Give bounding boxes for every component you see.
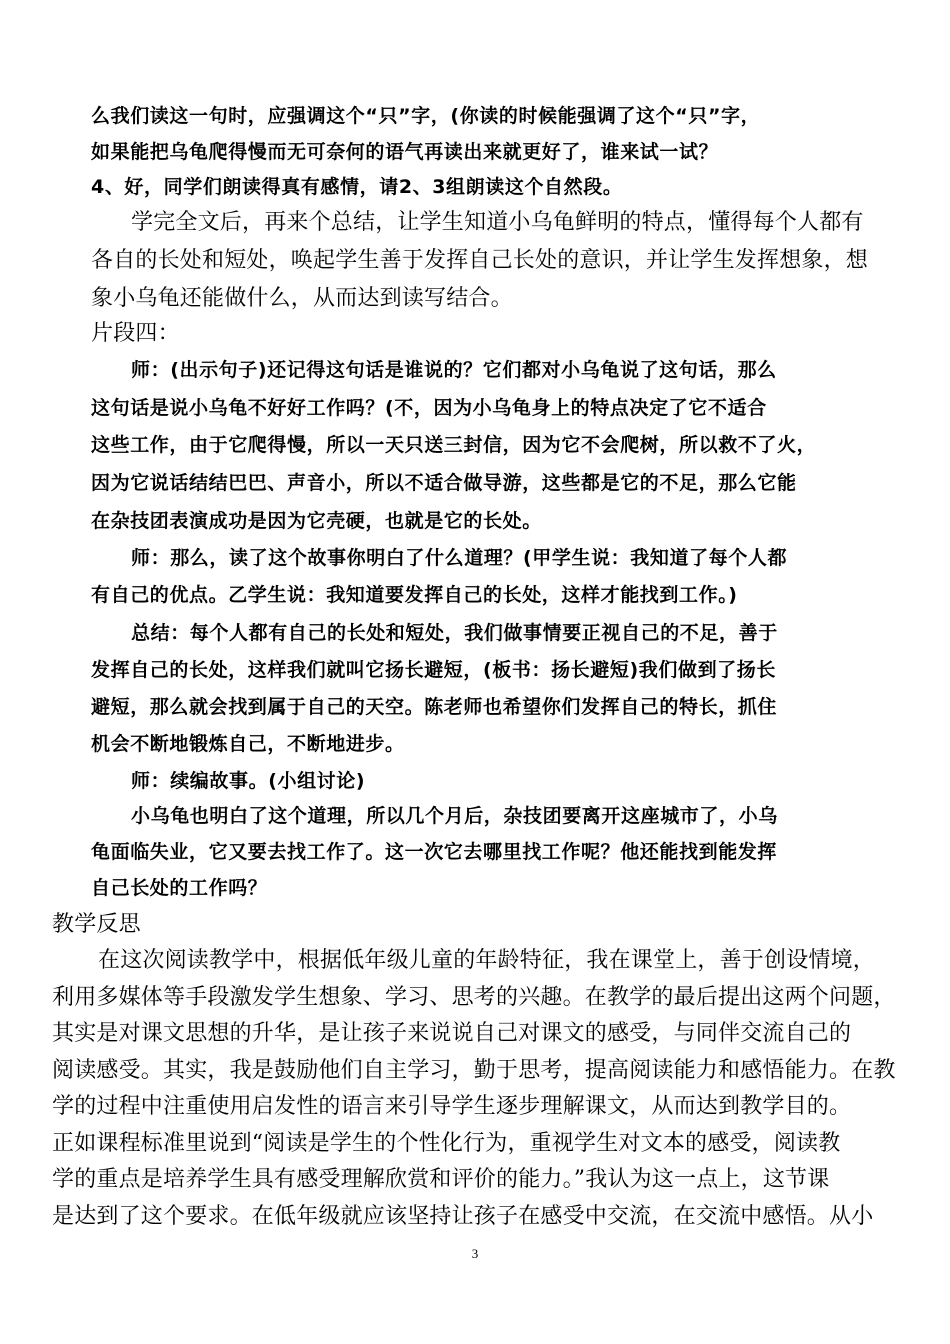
text-line: 利用多媒体等手段激发学生想象、学习、思考的兴趣。在教学的最后提出这两个问题， (52, 985, 896, 1010)
text-line: 学完全文后，再来个总结，让学生知道小乌龟鲜明的特点，懂得每个人都有 (131, 210, 864, 235)
text-line: 阅读感受。其实，我是鼓励他们自主学习，勤于思考，提高阅读能力和感悟能力。在教 (52, 1058, 896, 1083)
section-heading: 片段四： (91, 321, 180, 346)
text-line: 师：续编故事。(小组讨论) (131, 770, 366, 792)
text-line: 学的过程中注重使用启发性的语言来引导学生逐步理解课文，从而达到教学目的。 (52, 1094, 852, 1119)
text-line: 师：那么，读了这个故事你明白了什么道理？(甲学生说：我知道了每个人都 (131, 547, 788, 569)
section-heading: 教学反思 (52, 912, 141, 937)
text-line: 其实是对课文思想的升华，是让孩子来说说自己对课文的感受，与同伴交流自己的 (52, 1021, 852, 1046)
text-line: 在这次阅读教学中，根据低年级儿童的年龄特征，我在课堂上，善于创设情境， (98, 948, 876, 973)
text-line: 各自的长处和短处，唤起学生善于发挥自己长处的意识，并让学生发挥想象，想 (91, 248, 869, 273)
text-line: 自己长处的工作吗？ (91, 877, 268, 899)
text-line: 如果能把乌龟爬得慢而无可奈何的语气再读出来就更好了，谁来试一试？ (91, 141, 719, 163)
text-line: 学的重点是培养学生具有感受理解欣赏和评价的能力。”我认为这一点上，这节课 (52, 1167, 830, 1192)
text-line: 么我们读这一句时，应强调这个“只”字，(你读的时候能强调了这个“只”字， (91, 105, 761, 127)
text-line: 象小乌龟还能做什么，从而达到读写结合。 (91, 286, 513, 311)
page-number: 3 (471, 1246, 479, 1261)
text-line: 发挥自己的长处，这样我们就叫它扬长避短，(板书：扬长避短)我们做到了扬长 (91, 659, 776, 681)
text-line: 小乌龟也明白了这个道理，所以几个月后，杂技团要离开这座城市了，小乌 (131, 805, 778, 827)
text-line: 师：(出示句子)还记得这句话是谁说的？它们都对小乌龟说了这句话，那么 (131, 359, 777, 381)
text-line: 总结：每个人都有自己的长处和短处，我们做事情要正视自己的不足，善于 (131, 622, 778, 644)
text-line: 在杂技团表演成功是因为它壳硬，也就是它的长处。 (91, 510, 542, 532)
text-line: 4、好，同学们朗读得真有感情，请2、3组朗读这个自然段。 (91, 176, 623, 198)
text-line: 是达到了这个要求。在低年级就应该坚持让孩子在感受中交流，在交流中感悟。从小 (52, 1204, 874, 1229)
text-line: 机会不断地锻炼自己，不断地进步。 (91, 733, 405, 755)
text-line: 龟面临失业，它又要去找工作了。这一次它去哪里找工作呢？他还能找到能发挥 (91, 841, 778, 863)
text-line: 这句话是说小乌龟不好好工作吗？(不，因为小乌龟身上的特点决定了它不适合 (91, 397, 767, 419)
text-line: 因为它说话结结巴巴、声音小，所以不适合做导游，这些都是它的不足，那么它能 (91, 472, 797, 494)
text-line: 有自己的优点。乙学生说：我知道要发挥自己的长处，这样才能找到工作。) (91, 584, 738, 606)
text-line: 正如课程标准里说到“阅读是学生的个性化行为，重视学生对文本的感受，阅读教 (52, 1131, 841, 1156)
text-line: 避短，那么就会找到属于自己的天空。陈老师也希望你们发挥自己的特长，抓住 (91, 696, 778, 718)
text-line: 这些工作，由于它爬得慢，所以一天只送三封信，因为它不会爬树，所以救不了火， (91, 434, 817, 456)
